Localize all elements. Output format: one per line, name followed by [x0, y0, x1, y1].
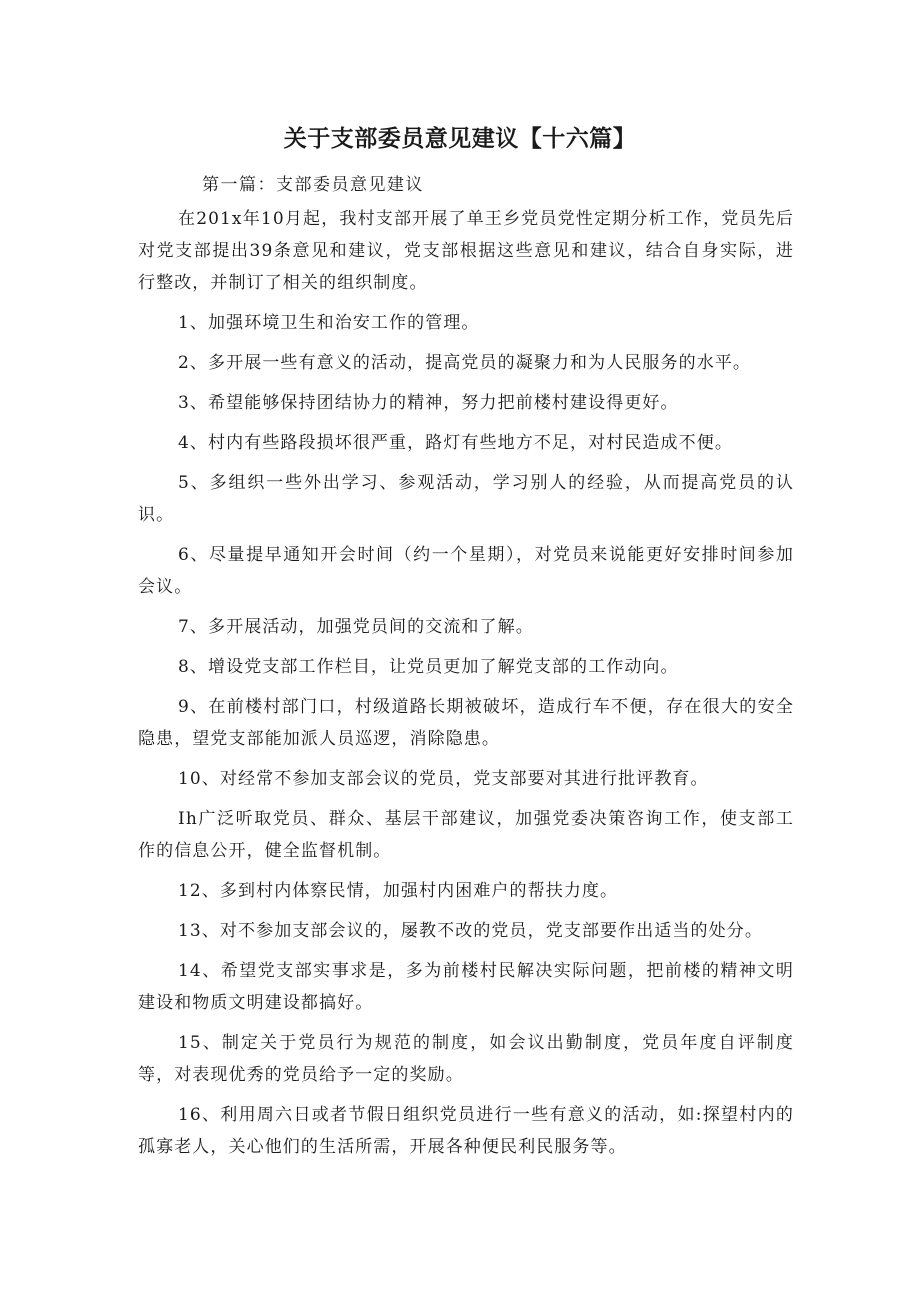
- suggestion-item: 2、多开展一些有意义的活动，提高党员的凝聚力和为人民服务的水平。: [178, 353, 752, 373]
- suggestion-item: 10、对经常不参加支部会议的党员，党支部要对其进行批评教育。: [178, 769, 709, 789]
- suggestion-item: 15、制定关于党员行为规范的制度，如会议出勤制度，党员年度自评制度等，对表现优秀的党员给予一定的奖励。: [138, 1033, 794, 1085]
- suggestion-item: 3、希望能够保持团结协力的精神，努力把前楼村建设得更好。: [178, 393, 679, 413]
- document-title: 关于支部委员意见建议【十六篇】: [283, 126, 637, 152]
- suggestion-item: 9、在前楼村部门口，村级道路长期被破坏，造成行车不便，存在很大的安全隐患，望党支部能加派人员巡逻，消除隐患。: [138, 697, 794, 749]
- suggestion-item: 12、多到村内体察民情，加强村内困难户的帮扶力度。: [178, 881, 619, 901]
- suggestion-item: 7、多开展活动，加强党员间的交流和了解。: [178, 617, 534, 637]
- suggestion-item: 16、利用周六日或者节假日组织党员进行一些有意义的活动，如:探望村内的孤寡老人，关心他们的生活所需，开展各种便民利民服务等。: [138, 1105, 794, 1157]
- suggestion-item: 1、加强环境卫生和治安工作的管理。: [178, 313, 480, 333]
- section-heading: 第一篇：支部委员意见建议: [202, 175, 424, 195]
- suggestion-item: Ih广泛听取党员、群众、基层干部建议，加强党委决策咨询工作，使支部工作的信息公开，健全监督机制。: [138, 809, 794, 861]
- suggestion-item: 4、村内有些路段损坏很严重，路灯有些地方不足，对村民造成不便。: [178, 433, 733, 453]
- intro-paragraph: 在201x年10月起，我村支部开展了单王乡党员党性定期分析工作，党员先后对党支部提出39条意见和建议，党支部根据这些意见和建议，结合自身实际，进行整改，并制订了相关的组织制度。: [138, 209, 794, 293]
- suggestion-item: 8、增设党支部工作栏目，让党员更加了解党支部的工作动向。: [178, 657, 679, 677]
- document-body: [138, 203, 794, 1171]
- suggestion-item: 5、多组织一些外出学习、参观活动，学习别人的经验，从而提高党员的认识。: [138, 473, 794, 525]
- suggestion-item: 6、尽量提早通知开会时间（约一个星期），对党员来说能更好安排时间参加会议。: [138, 545, 794, 597]
- suggestion-item: 14、希望党支部实事求是，多为前楼村民解决实际问题，把前楼的精神文明建设和物质文明建设都搞好。: [138, 961, 794, 1013]
- suggestion-item: 13、对不参加支部会议的，屡教不改的党员，党支部要作出适当的处分。: [178, 921, 763, 941]
